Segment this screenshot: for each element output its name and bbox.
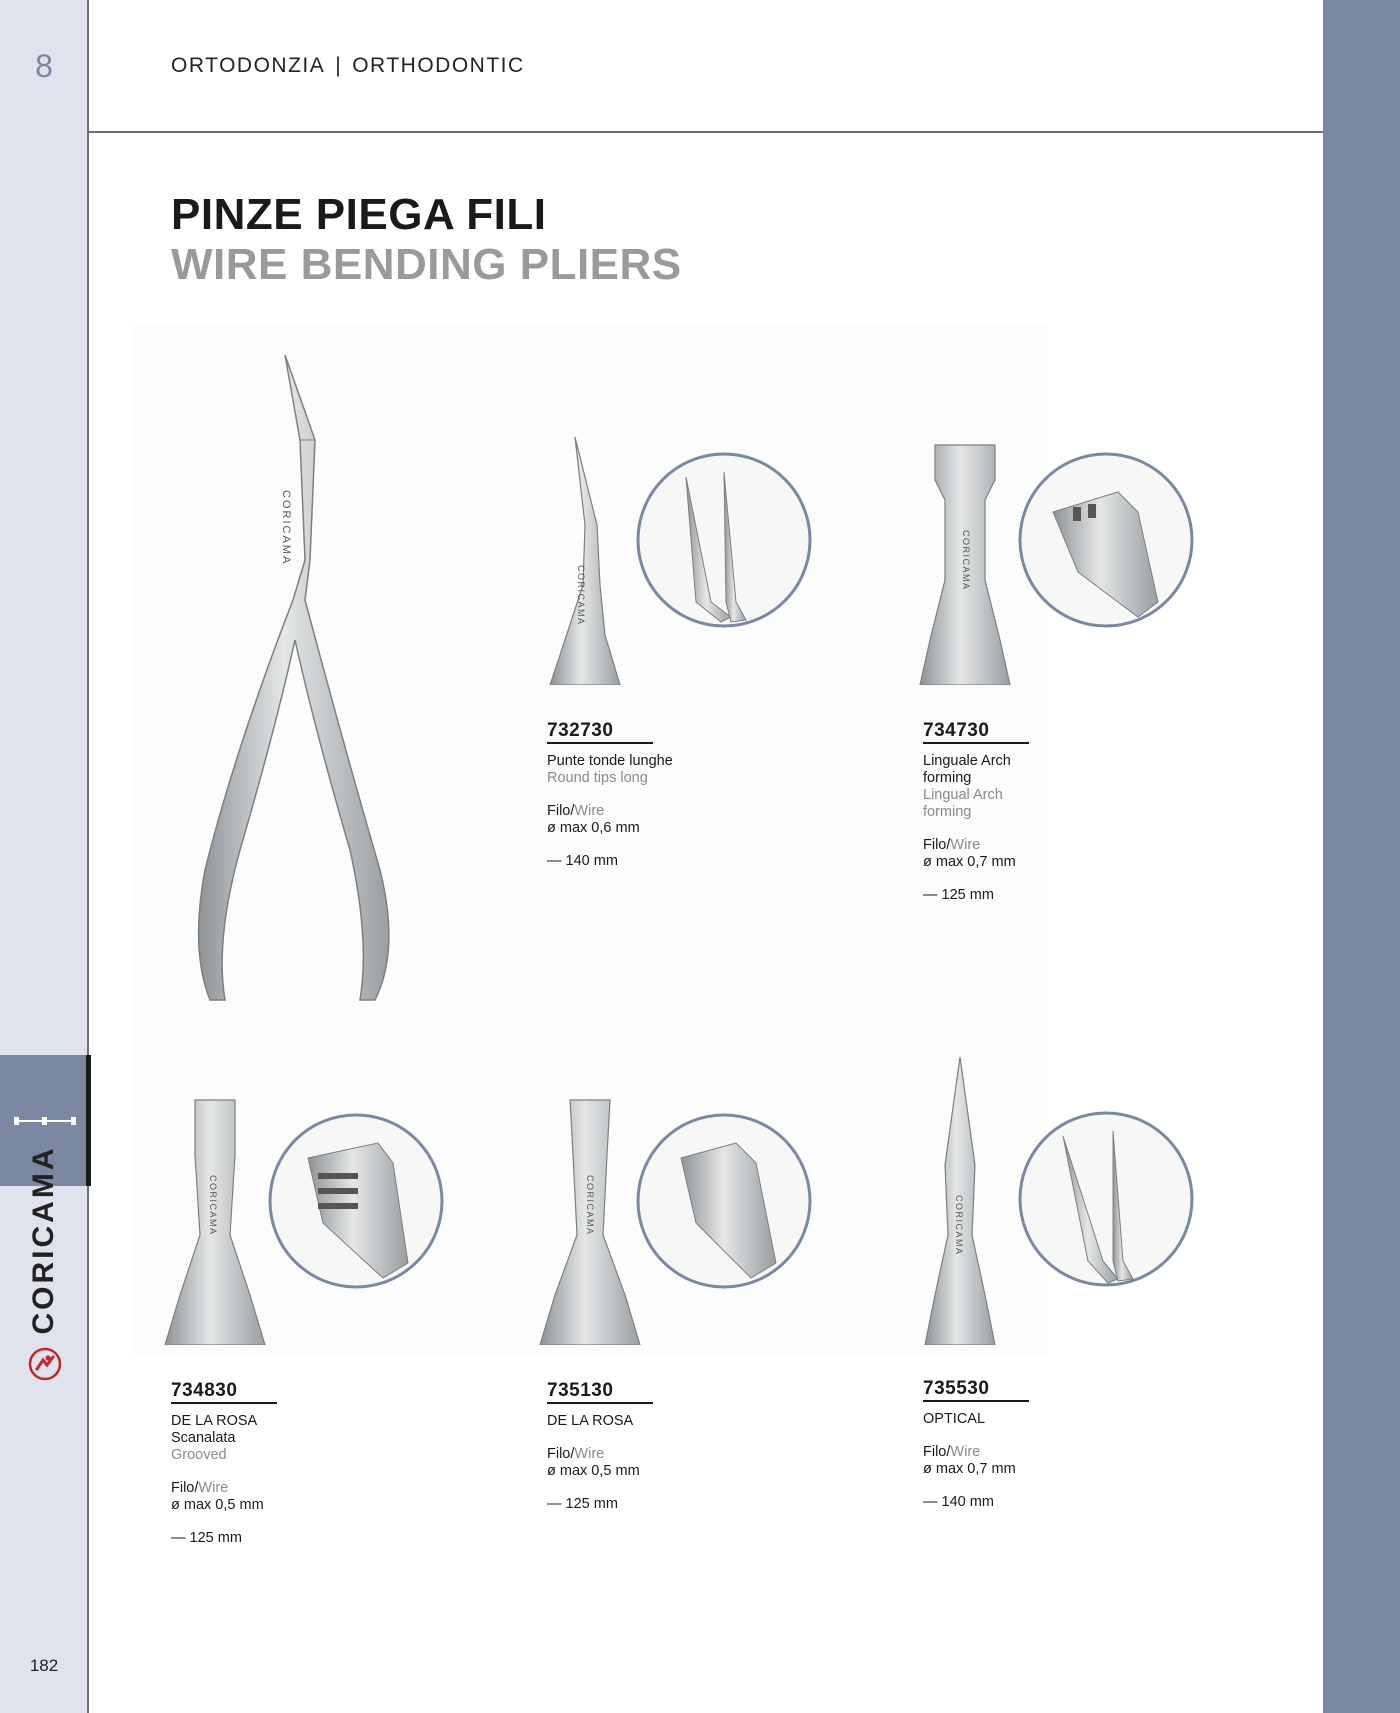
breadcrumb — [171, 54, 525, 78]
product-734830 — [171, 1382, 281, 1547]
wire-label: Filo/Wire — [171, 1479, 229, 1496]
plier-image-734730 — [915, 440, 1015, 685]
product-735530 — [923, 1380, 1163, 1511]
coricama-logo-icon — [28, 1347, 62, 1381]
zoom-circle-735130 — [636, 1113, 812, 1289]
code-rule — [547, 742, 653, 744]
length: — 125 mm — [171, 1529, 242, 1546]
product-name-it: OPTICAL — [923, 1410, 986, 1427]
breadcrumb-it: ORTODONZIA — [171, 54, 326, 77]
page-number: 182 — [29, 1656, 59, 1675]
page-title-it: PINZE PIEGA FILI — [171, 190, 547, 239]
length: — 125 mm — [923, 886, 994, 903]
plier-image-735530 — [920, 1055, 1000, 1345]
length: — 140 mm — [923, 1493, 994, 1510]
svg-text:CORICAMA: CORICAMA — [585, 1175, 595, 1236]
svg-text:CORICAMA: CORICAMA — [280, 490, 292, 566]
breadcrumb-separator: | — [335, 54, 343, 77]
product-732730 — [547, 722, 787, 870]
wire-diameter: ø max 0,7 mm — [923, 853, 1016, 870]
sidebar-divider — [87, 0, 89, 1713]
length: — 125 mm — [547, 1495, 618, 1512]
svg-text:CORICAMA: CORICAMA — [576, 565, 586, 626]
product-name-it: DE LA ROSA — [547, 1412, 634, 1429]
page-title-en: WIRE BENDING PLIERS — [171, 240, 682, 289]
wire-diameter: ø max 0,5 mm — [171, 1496, 264, 1513]
svg-text:CORICAMA: CORICAMA — [208, 1175, 218, 1236]
wire-diameter: ø max 0,5 mm — [547, 1462, 640, 1479]
product-name-en: Lingual Arch forming — [923, 786, 1003, 820]
product-name-en: Grooved — [171, 1446, 227, 1463]
wire-label: Filo/Wire — [547, 1445, 605, 1462]
plier-image-734830 — [160, 1095, 270, 1345]
product-code: 732730 — [547, 720, 614, 741]
product-code: 734830 — [171, 1380, 238, 1401]
product-name-it: Punte tonde lunghe — [547, 752, 673, 769]
wire-label: Filo/Wire — [923, 836, 981, 853]
code-rule — [923, 1400, 1029, 1402]
zoom-circle-732730 — [636, 452, 812, 628]
brand-wordmark: CORICAMA — [27, 1145, 60, 1335]
product-code: 735130 — [547, 1380, 614, 1401]
product-name-en: Round tips long — [547, 769, 648, 786]
length: — 140 mm — [547, 852, 618, 869]
product-name-it: DE LA ROSA Scanalata — [171, 1412, 257, 1446]
wire-diameter: ø max 0,6 mm — [547, 819, 640, 836]
zoom-circle-734730 — [1018, 452, 1194, 628]
chapter-number: 8 — [35, 48, 53, 84]
code-rule — [547, 1402, 653, 1404]
wire-label: Filo/Wire — [547, 802, 605, 819]
section-tab-edge — [86, 1055, 91, 1186]
ruler-icon — [14, 1114, 76, 1128]
product-734730 — [923, 722, 1048, 904]
plier-image-732730 — [545, 435, 625, 685]
header-rule — [89, 131, 1323, 133]
svg-text:CORICAMA: CORICAMA — [954, 1195, 964, 1256]
zoom-circle-735530 — [1018, 1111, 1194, 1287]
wire-diameter: ø max 0,7 mm — [923, 1460, 1016, 1477]
code-rule — [171, 1402, 277, 1404]
left-sidebar — [0, 0, 88, 1713]
code-rule — [923, 742, 1029, 744]
product-code: 734730 — [923, 720, 990, 741]
zoom-circle-734830 — [268, 1113, 444, 1289]
wire-label: Filo/Wire — [923, 1443, 981, 1460]
plier-image-large — [165, 350, 425, 1010]
svg-text:CORICAMA: CORICAMA — [961, 530, 971, 591]
product-code: 735530 — [923, 1378, 990, 1399]
right-accent-strip — [1323, 0, 1400, 1713]
breadcrumb-en: ORTHODONTIC — [352, 54, 525, 77]
product-name-it: Linguale Arch forming — [923, 752, 1011, 786]
product-735130 — [547, 1382, 787, 1513]
plier-image-735130 — [535, 1095, 645, 1345]
